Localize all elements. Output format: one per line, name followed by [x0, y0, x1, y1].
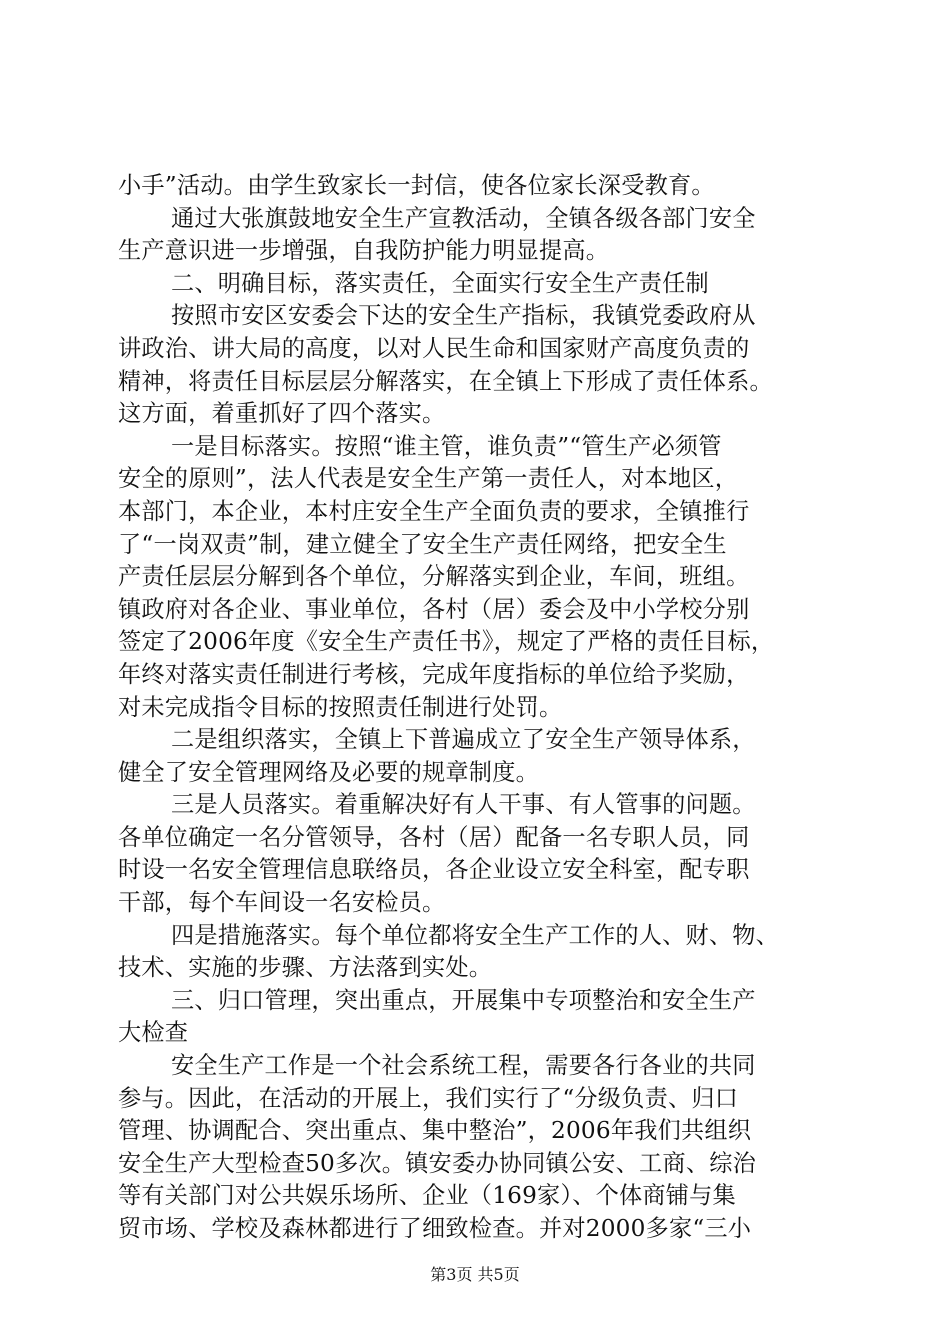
text-line: 大检查	[118, 1019, 189, 1047]
text-line: 参与。因此，在活动的开展上，我们实行了“分级负责、归口	[118, 1084, 739, 1112]
document-body	[118, 170, 843, 1246]
text-line: 对未完成指令目标的按照责任制进行处罚。	[118, 693, 563, 721]
text-line: 等有关部门对公共娱乐场所、企业（169家）、个体商铺与集	[118, 1182, 736, 1210]
text-line: 安全生产工作是一个社会系统工程，需要各行各业的共同	[171, 1052, 756, 1080]
text-line: 三、归口管理，突出重点，开展集中专项整治和安全生产	[171, 986, 756, 1014]
text-line: 安全的原则”，法人代表是安全生产第一责任人，对本地区，	[118, 465, 739, 493]
text-line: 产责任层层分解到各个单位，分解落实到企业，车间，班组。	[118, 563, 750, 591]
text-line: 镇政府对各企业、事业单位，各村（居）委会及中小学校分别	[118, 595, 750, 623]
text-line: 了“一岗双责”制，建立健全了安全生产责任网络，把安全生	[118, 530, 727, 558]
text-line: 三是人员落实。着重解决好有人干事、有人管事的问题。	[171, 791, 756, 819]
text-line: 各单位确定一名分管领导，各村（居）配备一名专职人员，同	[118, 823, 750, 851]
text-line: 小手”活动。由学生致家长一封信，使各位家长深受教育。	[118, 172, 715, 199]
text-line: 本部门，本企业，本村庄安全生产全面负责的要求，全镇推行	[118, 497, 750, 525]
text-line: 技术、实施的步骤、方法落到实处。	[118, 954, 493, 982]
text-line: 生产意识进一步增强，自我防护能力明显提高。	[118, 237, 610, 265]
text-line: 精神，将责任目标层层分解落实，在全镇上下形成了责任体系。	[118, 367, 773, 395]
text-line: 讲政治、讲大局的高度，以对人民生命和国家财产高度负责的	[118, 334, 750, 362]
page-footer	[0, 1262, 950, 1285]
text-line: 这方面，着重抓好了四个落实。	[118, 400, 446, 428]
text-line: 健全了安全管理网络及必要的规章制度。	[118, 758, 539, 786]
text-line: 年终对落实责任制进行考核，完成年度指标的单位给予奖励，	[118, 660, 750, 688]
text-line: 一是目标落实。按照“谁主管，谁负责”“管生产必须管	[171, 432, 722, 460]
text-line: 管理、协调配合、突出重点、集中整治”，2006年我们共组织	[118, 1117, 752, 1145]
text-line: 二是组织落实，全镇上下普遍成立了安全生产领导体系，	[171, 726, 756, 754]
text-line: 按照市安区安委会下达的安全生产指标，我镇党委政府从	[171, 302, 756, 330]
text-line: 安全生产大型检查50多次。镇安委办协同镇公安、工商、综治	[118, 1149, 756, 1177]
page-number: 第3页 共5页	[430, 1265, 520, 1284]
text-line: 四是措施落实。每个单位都将安全生产工作的人、财、物、	[171, 921, 780, 949]
text-line: 贸市场、学校及森林都进行了细致检查。并对2000多家“三小	[118, 1215, 752, 1242]
text-line: 通过大张旗鼓地安全生产宣教活动，全镇各级各部门安全	[171, 204, 756, 232]
text-line: 二、明确目标，落实责任，全面实行安全生产责任制	[171, 269, 709, 297]
text-line: 签定了2006年度《安全生产责任书》，规定了严格的责任目标，	[118, 628, 775, 656]
text-line: 干部，每个车间设一名安检员。	[118, 889, 446, 917]
text-line: 时设一名安全管理信息联络员，各企业设立安全科室，配专职	[118, 856, 750, 884]
